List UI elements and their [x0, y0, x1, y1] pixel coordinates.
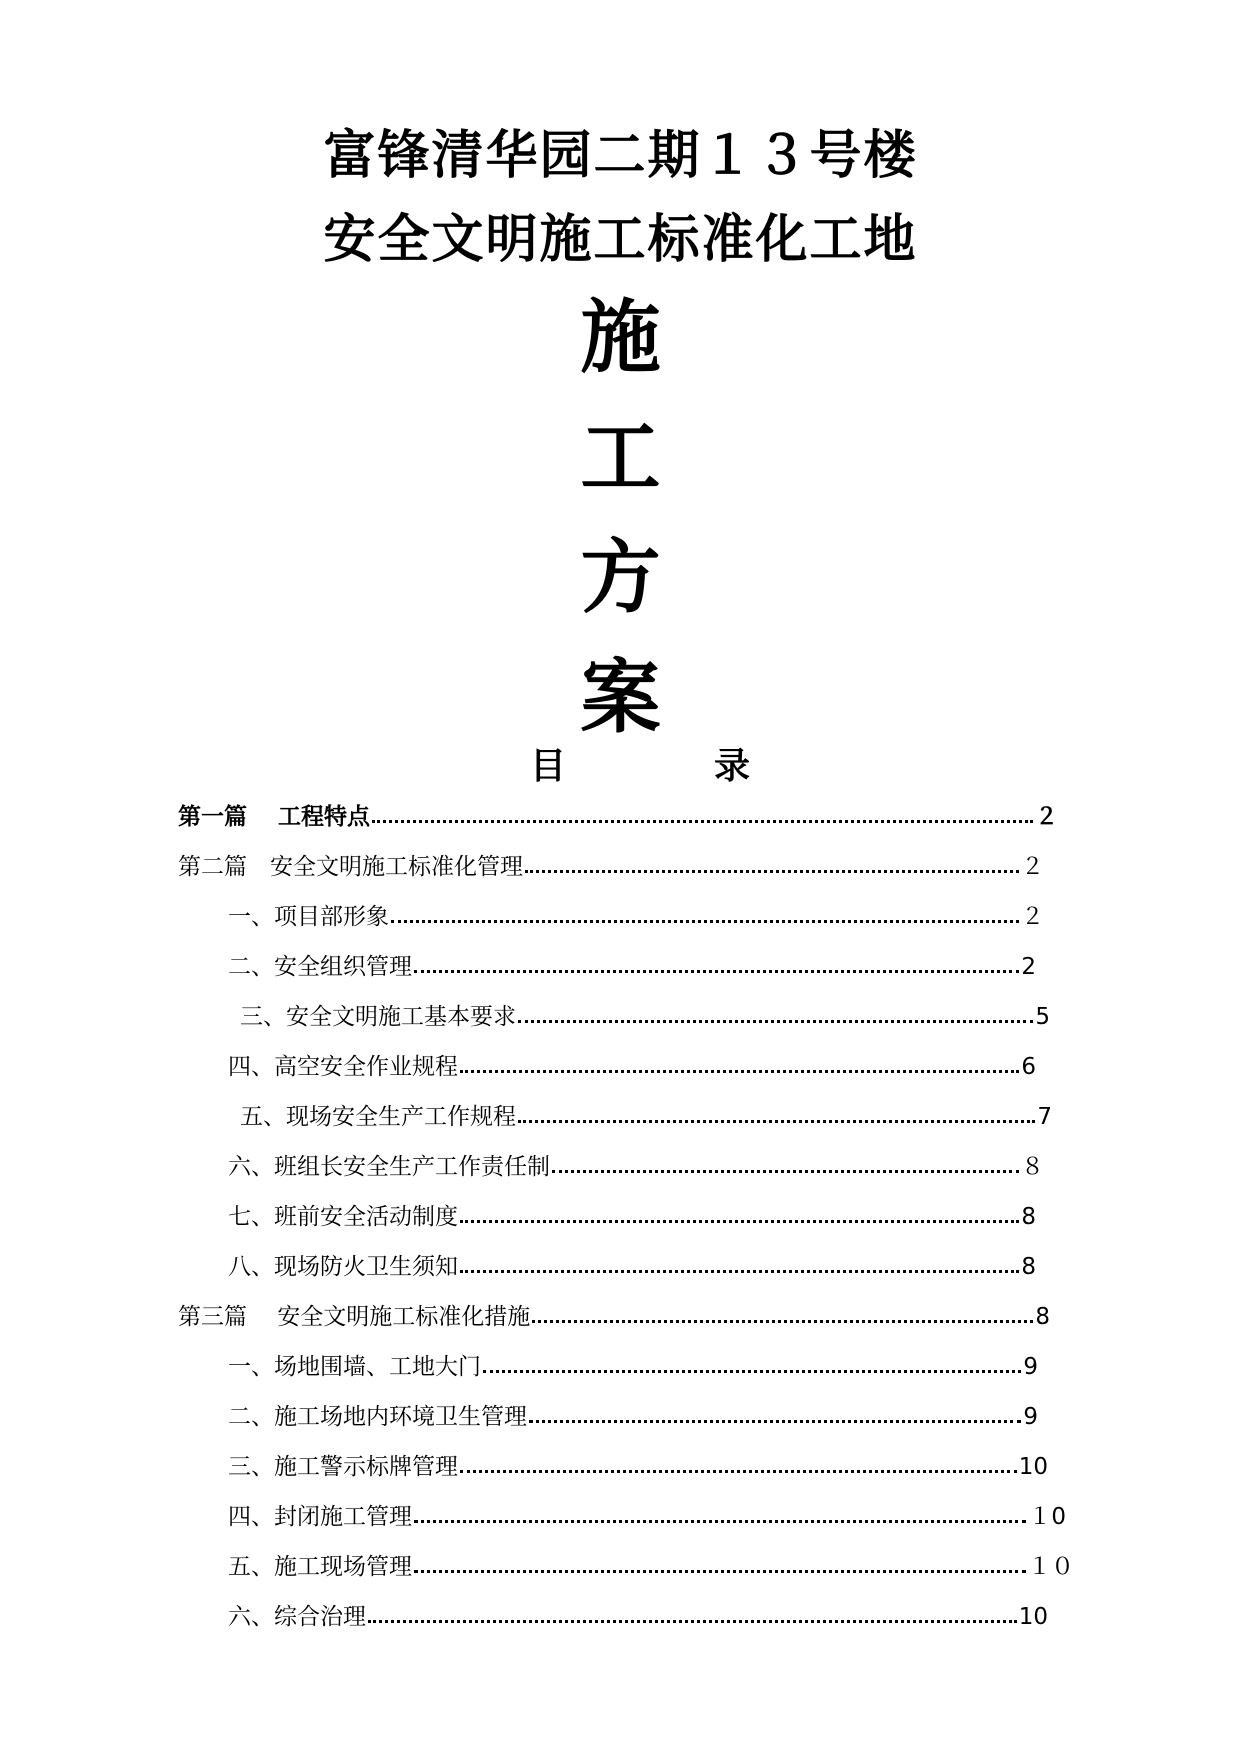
- toc-entry-page: 2: [1021, 954, 1036, 980]
- toc-leader-dots: [483, 1370, 1021, 1373]
- toc-entry-page: 6: [1021, 1054, 1036, 1080]
- toc-entry-page: 10: [1018, 1454, 1048, 1480]
- toc-entry-label: 六、综合治理: [228, 1604, 366, 1630]
- toc-entry-page: 8: [1021, 1254, 1036, 1280]
- toc-entry[interactable]: [228, 1550, 1074, 1584]
- toc-entry-page: 10: [1018, 1604, 1048, 1630]
- toc-entry-label: 五、现场安全生产工作规程: [240, 1104, 516, 1130]
- toc-entry-label: 一、场地围墙、工地大门: [228, 1354, 481, 1380]
- toc-entry-page: 5: [1035, 1004, 1050, 1030]
- toc-entry[interactable]: [228, 1450, 1048, 1484]
- toc-entry-label: 二、安全组织管理: [228, 954, 412, 980]
- toc-entry[interactable]: [178, 850, 1044, 884]
- toc-entry-page: 7: [1037, 1104, 1052, 1130]
- toc-entry-page: ８: [1021, 1154, 1044, 1180]
- toc-heading: [530, 742, 750, 792]
- toc-leader-dots: [518, 1020, 1033, 1023]
- toc-entry-label: 一、项目部形象: [228, 904, 389, 930]
- toc-leader-dots: [414, 1520, 1026, 1523]
- big-character: 方: [580, 530, 661, 624]
- toc-leader-dots: [518, 1120, 1035, 1123]
- toc-entry-page: 8: [1035, 1304, 1050, 1330]
- toc-entry[interactable]: [228, 950, 1036, 984]
- toc-entry-label: 第一篇 工程特点: [178, 804, 371, 830]
- document-title-line-1: 富锋清华园二期１３号楼: [323, 126, 918, 186]
- toc-entry-label: 四、高空安全作业规程: [228, 1054, 458, 1080]
- toc-heading-right: 录: [713, 746, 750, 787]
- toc-entry[interactable]: [228, 1350, 1038, 1384]
- toc-leader-dots: [460, 1470, 1017, 1473]
- toc-entry[interactable]: [228, 900, 1044, 934]
- toc-entry[interactable]: [228, 1250, 1036, 1284]
- toc-heading-left: 目: [530, 746, 567, 787]
- toc-entry-label: 第三篇 安全文明施工标准化措施: [178, 1304, 531, 1330]
- toc-entry-label: 二、施工场地内环境卫生管理: [228, 1404, 527, 1430]
- toc-entry-page: １０: [1028, 1554, 1074, 1580]
- toc-leader-dots: [372, 820, 1033, 823]
- toc-entry-label: 四、封闭施工管理: [228, 1504, 412, 1530]
- toc-entry-label: 第二篇 安全文明施工标准化管理: [178, 854, 523, 880]
- toc-entry[interactable]: [228, 1050, 1036, 1084]
- big-character: 施: [580, 290, 661, 384]
- document-title-line-2: 安全文明施工标准化工地: [323, 210, 918, 270]
- toc-entry-page: 8: [1021, 1204, 1036, 1230]
- toc-entry[interactable]: [228, 1150, 1044, 1184]
- toc-entry-page: ２: [1035, 804, 1058, 830]
- big-character: 案: [580, 650, 661, 744]
- toc-entry-label: 七、班前安全活动制度: [228, 1204, 458, 1230]
- toc-entry[interactable]: [240, 1100, 1052, 1134]
- toc-entry-page: ２: [1021, 854, 1044, 880]
- toc-entry-page: 9: [1023, 1404, 1038, 1430]
- toc-entry-page: ２: [1021, 904, 1044, 930]
- toc-leader-dots: [460, 1070, 1019, 1073]
- toc-leader-dots: [525, 870, 1019, 873]
- toc-entry-label: 三、安全文明施工基本要求: [240, 1004, 516, 1030]
- toc-leader-dots: [460, 1270, 1019, 1273]
- toc-leader-dots: [368, 1620, 1017, 1623]
- toc-entry[interactable]: [228, 1200, 1036, 1234]
- toc-entry[interactable]: [240, 1000, 1050, 1034]
- toc-entry[interactable]: [228, 1600, 1048, 1634]
- toc-entry-page: １0: [1028, 1504, 1066, 1530]
- toc-entry[interactable]: [178, 1300, 1050, 1334]
- toc-entry[interactable]: [228, 1500, 1066, 1534]
- toc-entry[interactable]: [228, 1400, 1038, 1434]
- toc-entry-page: 9: [1023, 1354, 1038, 1380]
- toc-entry-label: 五、施工现场管理: [228, 1554, 412, 1580]
- toc-entry-label: 三、施工警示标牌管理: [228, 1454, 458, 1480]
- toc-entry[interactable]: [178, 800, 1058, 834]
- toc-leader-dots: [391, 920, 1019, 923]
- toc-leader-dots: [414, 1570, 1026, 1573]
- toc-leader-dots: [529, 1420, 1021, 1423]
- toc-leader-dots: [414, 970, 1019, 973]
- toc-leader-dots: [552, 1170, 1019, 1173]
- big-character: 工: [580, 410, 661, 504]
- toc-entry-label: 八、现场防火卫生须知: [228, 1254, 458, 1280]
- toc-entry-label: 六、班组长安全生产工作责任制: [228, 1154, 550, 1180]
- toc-leader-dots: [532, 1320, 1033, 1323]
- toc-leader-dots: [460, 1220, 1019, 1223]
